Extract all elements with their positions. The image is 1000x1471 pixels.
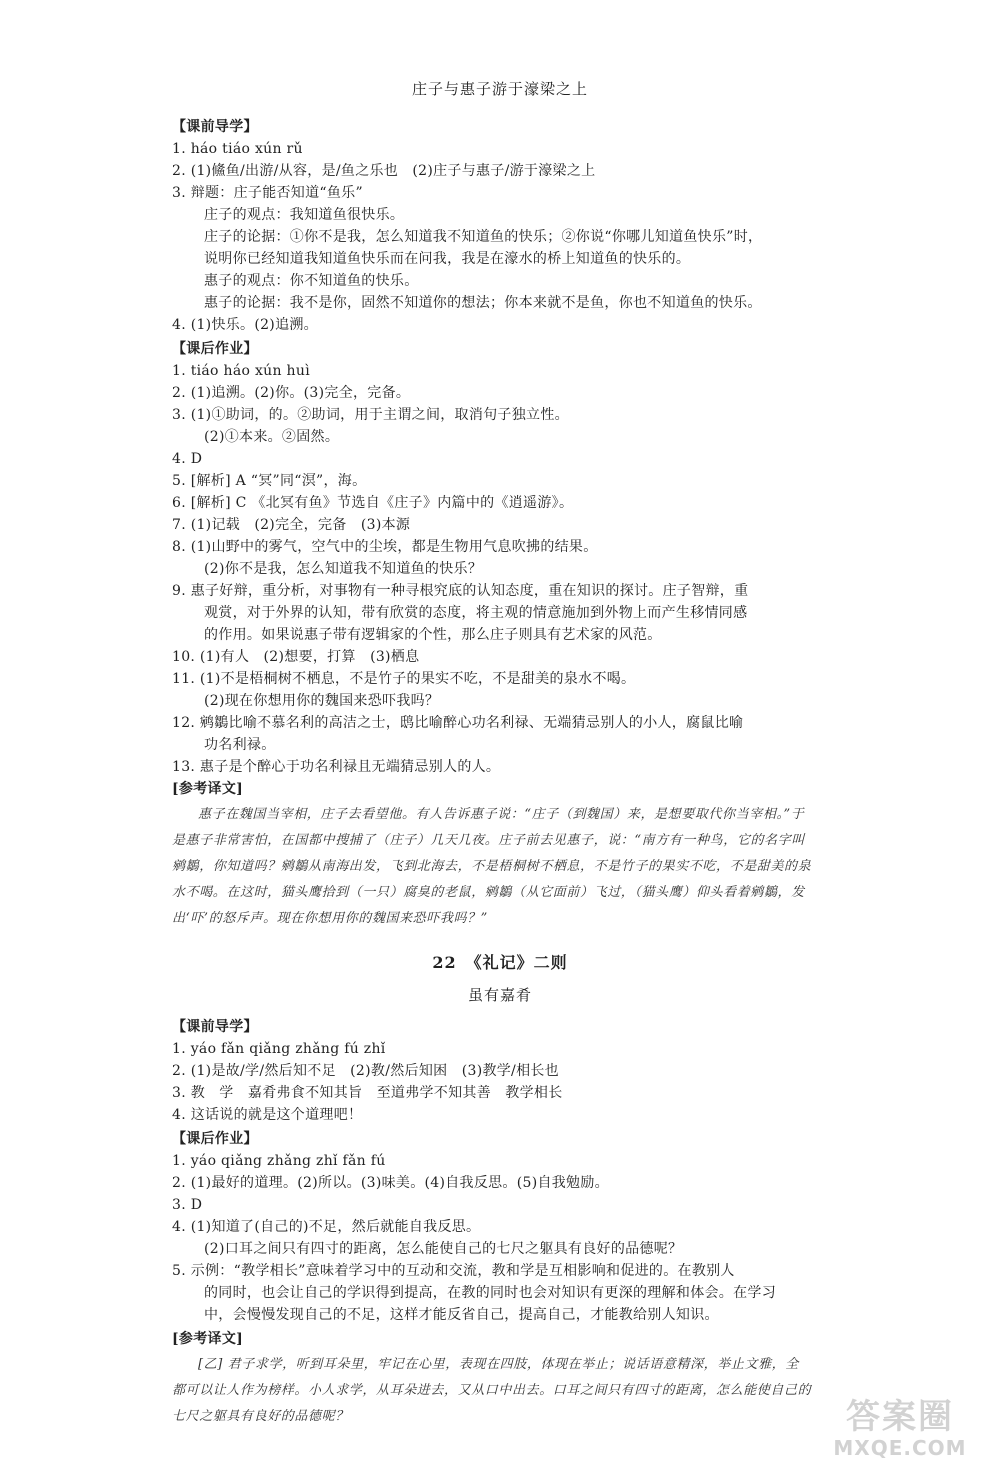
watermark-site: MXQE.COM	[833, 1436, 967, 1460]
section-heading-homework: 【课后作业】	[172, 1131, 258, 1147]
answer-line: 11. (1)不是梧桐树不栖息，不是竹子的果实不吃，不是甜美的泉水不喝。	[172, 671, 636, 687]
watermark	[815, 1398, 985, 1460]
answer-line: (2)你不是我，怎么知道我不知道鱼的快乐？	[204, 561, 483, 577]
answer-line: 的同时，也会让自己的学识得到提高，在教的同时也会对知识有更深的理解和体会。在学习	[204, 1285, 776, 1301]
answer-line: 2. (1)最好的道理。(2)所以。(3)味美。(4)自我反思。(5)自我勉励。	[172, 1175, 609, 1191]
answer-line: 惠子的观点：你不知道鱼的快乐。	[204, 273, 419, 289]
section-heading-reference-translation: [参考译文]	[172, 781, 244, 797]
answer-line: 10. (1)有人 (2)想要，打算 (3)栖息	[172, 649, 420, 665]
answer-line: 13. 惠子是个醉心于功名利禄且无端猜忌别人的人。	[172, 759, 501, 775]
answer-line: (2)口耳之间只有四寸的距离，怎么能使自己的七尺之躯具有良好的品德呢？	[204, 1241, 683, 1257]
reference-translation-paragraph: [乙] 君子求学，听到耳朵里，牢记在心里，表现在四肢，体现在举止；说话语意精深，举止文雅，全都可以让人作为榜样。小人求学，从耳朵进去，又从口中出去。口耳之间只有四寸的距离，怎么能使自己的七尺之躯具有良好的品德呢？	[172, 1357, 812, 1424]
answer-line: 4. (1)快乐。(2)追溯。	[172, 317, 318, 333]
reference-translation-paragraph: 惠子在魏国当宰相，庄子去看望他。有人告诉惠子说：“庄子（到魏国）来，是想要取代你当宰相。”于是惠子非常害怕，在国都中搜捕了（庄子）几天几夜。庄子前去见惠子，说：“南方有一种鸟，它的名字叫鹓鶵，你知道吗？鹓鶵从南海出发，飞到北海去，不是梧桐树不栖息，不是竹子的果实不吃，不是甜美的泉水不喝。在这时，猫头鹰拾到（一只）腐臭的老鼠，鹓鶵（从它面前）飞过，（猫头鹰）仰头看着鹓鶵，发出‘吓’的怒斥声。现在你想用你的魏国来恐吓我吗？”	[172, 807, 812, 926]
answer-line: 2. (1)鯈鱼/出游/从容，是/鱼之乐也 (2)庄子与惠子/游于濠梁之上	[172, 163, 596, 179]
answer-line: 的作用。如果说惠子带有逻辑家的个性，那么庄子则具有艺术家的风范。	[204, 627, 662, 643]
answer-line: 庄子的论据：①你不是我，怎么知道我不知道鱼的快乐；②你说“你哪儿知道鱼快乐”时，	[204, 229, 763, 245]
answer-line: 9. 惠子好辩，重分析，对事物有一种寻根究底的认知态度，重在知识的探讨。庄子智辩，重	[172, 583, 749, 599]
answer-line: 12. 鹓鶵比喻不慕名利的高洁之士，鸱比喻醉心功名利禄、无端猜忌别人的小人，腐鼠比喻	[172, 715, 744, 731]
answer-line: 1. yáo qiǎng zhǎng zhǐ fǎn fú	[172, 1153, 386, 1169]
answer-line: 1. yáo fǎn qiǎng zhǎng fú zhǐ	[172, 1041, 386, 1057]
answer-line: 3. (1)①助词，的。②助词，用于主谓之间，取消句子独立性。	[172, 407, 569, 423]
answer-line: 中，会慢慢发现自己的不足，这样才能反省自己，提高自己，才能教给别人知识。	[204, 1307, 719, 1323]
answer-line: 观赏，对于外界的认知，带有欣赏的态度，将主观的情意施加到外物上而产生移情同感	[204, 605, 748, 621]
answer-line: 3. D	[172, 1197, 203, 1213]
answer-line: 2. (1)追溯。(2)你。(3)完全，完备。	[172, 385, 411, 401]
answer-line: 4. D	[172, 451, 203, 467]
lesson-title: 虽有嘉肴	[467, 986, 532, 1004]
answer-line: 2. (1)是故/学/然后知不足 (2)教/然后知困 (3)教学/相长也	[172, 1063, 559, 1079]
answer-line: 庄子的观点：我知道鱼很快乐。	[204, 207, 405, 223]
answer-line: 6. [解析] C 《北冥有鱼》节选自《庄子》内篇中的《逍遥游》。	[172, 495, 574, 511]
answer-line: 说明你已经知道我知道鱼快乐而在问我，我是在濠水的桥上知道鱼的快乐的。	[204, 251, 691, 267]
answer-line: 3. 辩题：庄子能否知道“鱼乐”	[172, 185, 363, 201]
answer-line: 5. 示例：“教学相长”意味着学习中的互动和交流，教和学是互相影响和促进的。在教别人	[172, 1263, 735, 1279]
lesson-title: 庄子与惠子游于濠梁之上	[411, 80, 588, 98]
answer-line: 7. (1)记载 (2)完全，完备 (3)本源	[172, 517, 411, 533]
answer-line: 8. (1)山野中的雾气，空气中的尘埃，都是生物用气息吹拂的结果。	[172, 539, 598, 555]
chapter-title: 22 《礼记》二则	[432, 953, 568, 972]
watermark-logo: 答案圈	[846, 1397, 954, 1437]
answer-line: 1. tiáo háo xún huì	[172, 363, 310, 379]
section-heading-pre-study: 【课前导学】	[172, 1019, 258, 1035]
section-heading-reference-translation: [参考译文]	[172, 1331, 244, 1347]
answer-line: 5. [解析] A “冥”同“溟”，海。	[172, 473, 367, 489]
answer-line: 惠子的论据：我不是你，固然不知道你的想法；你本来就不是鱼，你也不知道鱼的快乐。	[204, 295, 762, 311]
answer-line: 4. (1)知道了(自己的)不足，然后就能自我反思。	[172, 1219, 481, 1235]
answer-line: 1. háo tiáo xún rǔ	[172, 141, 303, 157]
answer-line: 4. 这话说的就是这个道理吧！	[172, 1107, 363, 1123]
answer-line: (2)①本来。②固然。	[204, 429, 340, 445]
section-heading-homework: 【课后作业】	[172, 341, 258, 357]
answer-line: 功名利禄。	[204, 737, 276, 753]
section-heading-pre-study: 【课前导学】	[172, 119, 258, 135]
answer-line: 3. 教 学 嘉肴弗食不知其旨 至道弗学不知其善 教学相长	[172, 1085, 563, 1101]
answer-line: (2)现在你想用你的魏国来恐吓我吗？	[204, 693, 440, 709]
